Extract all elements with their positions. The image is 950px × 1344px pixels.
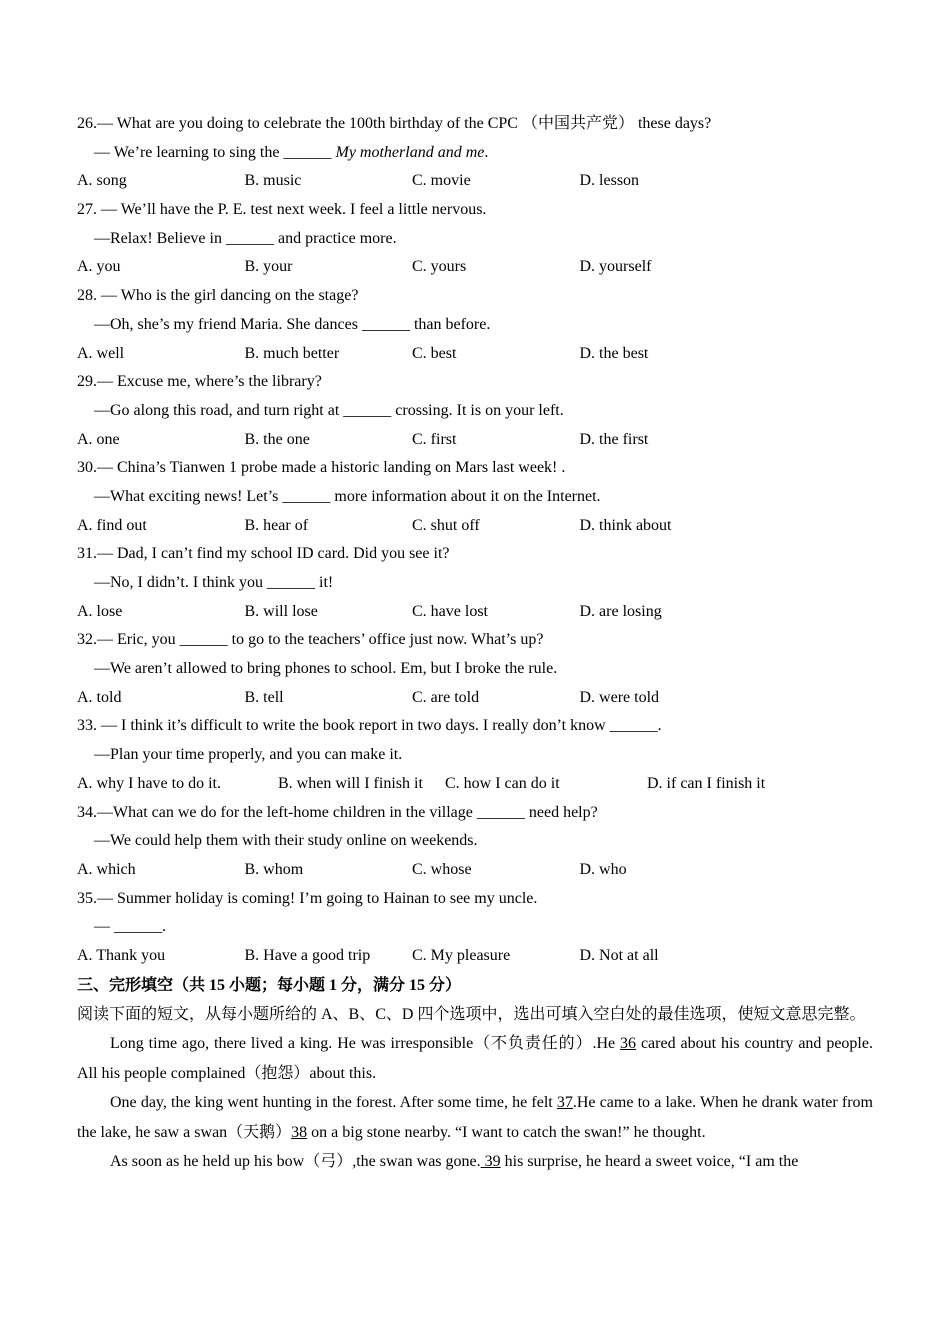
question-26-response: — We’re learning to sing the ______ My motherland and me. [94, 143, 489, 161]
option-c: C. whose [412, 860, 472, 878]
option-a: A. song [77, 172, 127, 190]
question-28-options [77, 340, 873, 369]
passage-paragraph-1: Long time ago, there lived a king. He was irresponsible（不负责任的）.He 36 cared about his country and people. All his people complained（抱怨）about this. [77, 1035, 873, 1082]
option-d: D. yourself [579, 258, 652, 276]
option-c: C. yours [412, 258, 467, 276]
passage-paragraph-3: As soon as he held up his bow（弓）,the swan was gone. 39 his surprise, he heard a sweet voice, “I am the [110, 1153, 799, 1171]
option-b: B. will lose [244, 602, 318, 620]
question-34-options [77, 856, 873, 885]
question-28-response: —Oh, she’s my friend Maria. She dances ______ than before. [94, 315, 491, 333]
option-b: B. tell [244, 688, 284, 706]
option-a: A. told [77, 688, 122, 706]
option-c: C. best [412, 344, 457, 362]
section-instruction: 阅读下面的短文，从每小题所给的 A、B、C、D 四个选项中，选出可填入空白处的最佳选项，使短文意思完整。 [77, 1005, 866, 1023]
question-33-response: —Plan your time properly, and you can make it. [94, 746, 403, 764]
option-b: B. Have a good trip [244, 946, 371, 964]
question-27-stem: 27. — We’ll have the P. E. test next week. I feel a little nervous. [77, 201, 487, 219]
option-a: A. which [77, 860, 136, 878]
question-28-stem: 28. — Who is the girl dancing on the stage? [77, 287, 359, 305]
option-b: B. music [244, 172, 302, 190]
question-33-options [77, 770, 873, 799]
question-35-options [77, 942, 873, 971]
question-29-response: —Go along this road, and turn right at ______ crossing. It is on your left. [94, 401, 564, 419]
question-34-response: —We could help them with their study online on weekends. [94, 832, 478, 850]
question-31-stem: 31.— Dad, I can’t find my school ID card. Did you see it? [77, 545, 450, 563]
question-33-stem: 33. — I think it’s difficult to write the book report in two days. I really don’t know ______. [77, 717, 662, 735]
option-d: D. were told [579, 688, 660, 706]
question-31-response: —No, I didn’t. I think you ______ it! [94, 574, 334, 591]
option-a: A. why I have to do it. [77, 774, 221, 792]
passage-paragraph-2: One day, the king went hunting in the forest. After some time, he felt 37.He came to a lake. When he drank water from the lake, he saw a swan（天鹅）38 on a big stone nearby. “I want to catch the swan!” he thought. [77, 1094, 873, 1141]
question-27-options [77, 253, 873, 282]
option-d: D. lesson [579, 172, 640, 190]
question-35-stem: 35.— Summer holiday is coming! I’m going to Hainan to see my uncle. [77, 889, 538, 907]
question-27-response: —Relax! Believe in ______ and practice more. [94, 229, 397, 247]
option-d: D. are losing [579, 602, 662, 620]
option-b: B. much better [244, 344, 340, 362]
question-30-options [77, 512, 873, 541]
option-d: D. think about [579, 516, 672, 534]
question-26-stem: 26.— What are you doing to celebrate the 100th birthday of the CPC （中国共产党） these days? [77, 115, 712, 132]
question-32-options [77, 684, 873, 713]
option-c: C. shut off [412, 516, 480, 534]
option-c: C. My pleasure [412, 946, 511, 964]
option-a: A. one [77, 430, 120, 448]
option-b: B. hear of [244, 516, 309, 534]
option-c: C. first [412, 430, 457, 448]
question-29-stem: 29.— Excuse me, where’s the library? [77, 373, 322, 391]
question-26-options [77, 167, 873, 196]
document-page [77, 110, 873, 1177]
option-b: B. when will I finish it [278, 774, 423, 792]
option-c: C. how I can do it [445, 774, 560, 792]
question-29-options [77, 426, 873, 455]
option-b: B. the one [244, 430, 310, 448]
blank-39: 39 [480, 1153, 501, 1171]
option-a: A. well [77, 344, 125, 362]
option-d: D. the best [579, 344, 649, 362]
question-31-options [77, 598, 873, 627]
option-c: C. movie [412, 172, 471, 190]
option-a: A. you [77, 258, 121, 276]
question-30-response: —What exciting news! Let’s ______ more information about it on the Internet. [94, 487, 601, 505]
option-d: D. Not at all [579, 946, 659, 964]
blank-37: 37 [556, 1094, 573, 1112]
question-34-stem: 34.—What can we do for the left-home children in the village ______ need help? [77, 803, 598, 821]
question-32-response: —We aren’t allowed to bring phones to school. Em, but I broke the rule. [94, 660, 558, 678]
option-a: A. Thank you [77, 946, 166, 964]
question-32-stem: 32.— Eric, you ______ to go to the teachers’ office just now. What’s up? [77, 631, 544, 649]
blank-38: 38 [291, 1123, 308, 1141]
option-c: C. are told [412, 688, 480, 706]
option-a: A. lose [77, 602, 123, 620]
option-a: A. find out [77, 516, 147, 534]
question-30-stem: 30.— China’s Tianwen 1 probe made a historic landing on Mars last week! . [77, 459, 566, 477]
blank-36: 36 [620, 1035, 637, 1053]
option-b: B. whom [244, 860, 304, 878]
option-d: D. who [579, 860, 627, 878]
option-d: D. the first [579, 430, 649, 448]
option-d: D. if can I finish it [647, 774, 766, 792]
option-c: C. have lost [412, 602, 488, 620]
option-b: B. your [244, 258, 293, 276]
question-35-response: — ______. [94, 918, 166, 936]
section-title: 三、完形填空（共 15 小题；每小题 1 分，满分 15 分） [77, 976, 462, 994]
